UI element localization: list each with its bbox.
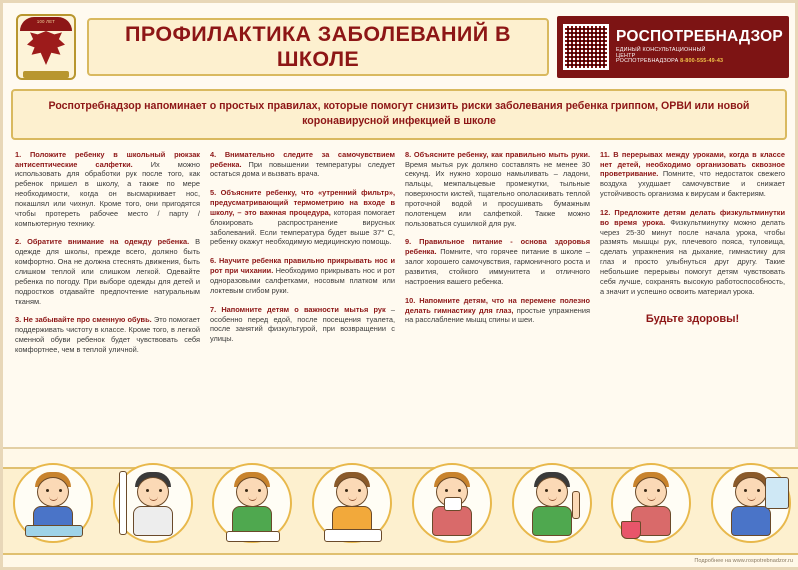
eye-right: [59, 489, 62, 492]
eye-left: [46, 489, 49, 492]
advice-text: Физкультминутку можно делать через 25-30 минут после начала урока, чтобы размять мышцы рук, плечевого пояса, туловища, сделать упражнения на дыхание, гимнастику для глаз и просто улыбнуться друг другу. Такие небольшие перерывы помогут детям чувствовать себя лучше, сохранять высокую работоспособность, а значит и успешно освоить материал урока.: [600, 217, 785, 296]
eye-left: [545, 489, 548, 492]
kid-eating-meal: [603, 461, 699, 561]
advice-lead: Не забывайте про сменную обувь.: [23, 315, 152, 325]
emblem-arc-text: 100 ЛЕТ: [20, 17, 72, 31]
page-title: ПРОФИЛАКТИКА ЗАБОЛЕВАНИЙ В ШКОЛЕ: [125, 22, 511, 71]
advice-columns: [3, 140, 795, 452]
kid-sneezing-tissue: [404, 461, 500, 561]
illustration-kids: [3, 455, 798, 561]
book-icon: [324, 529, 382, 542]
hotline-phone[interactable]: 8-800-555-49-43: [680, 58, 724, 65]
advice-number: 1.: [15, 149, 22, 159]
qr-code-icon[interactable]: [563, 24, 609, 70]
advice-text: которая помогает блокировать распространение вирусных заболеваний. Если температура будет выше 37° С, ребенку окажут необходимую медицинскую помощь.: [210, 207, 395, 247]
brand-name: РОСПОТРЕБНАДЗОР: [616, 27, 783, 45]
cup-icon: [621, 521, 641, 539]
brand-block: [557, 16, 789, 78]
advice-text: Это помогает поддерживать чистоту в классе. Кроме того, в легкой сменной обуви ребенок будет чувствовать себя комфортнее, чем в теплой уличной.: [15, 315, 200, 354]
eye-right: [458, 489, 461, 492]
advice-column-2: [210, 150, 395, 452]
brand-line3: [616, 59, 783, 65]
advice-number: 2.: [15, 237, 22, 247]
advice-item: [405, 296, 590, 326]
advice-item: [15, 315, 200, 354]
kid-reading-book: [304, 461, 400, 561]
rospotrebnadzor-emblem-icon: [13, 11, 79, 83]
brand-line3-text: РОСПОТРЕБНАДЗОРА: [616, 58, 679, 65]
footer-note: Подробнее на www.rospotrebnadzor.ru: [694, 558, 793, 564]
advice-number: 3.: [15, 315, 22, 325]
page-title-box: [87, 18, 549, 76]
poster-header: [3, 3, 795, 87]
advice-text: Необходимо прикрывать нос и рот одноразовыми салфетками, носовым платком или локтевым сгибом руки.: [210, 266, 395, 295]
kid-washing-hands: [5, 461, 101, 561]
kid-thermometer: [105, 461, 201, 561]
head-shape: [336, 477, 368, 507]
brand-line1: ЕДИНЫЙ КОНСУЛЬТАЦИОННЫЙ: [616, 47, 706, 54]
advice-lead: Внимательно следите за самочувствием ребенка.: [210, 149, 396, 169]
advice-item: [210, 305, 395, 344]
advice-lead: Правильное питание - основа здоровья ребенка.: [405, 237, 591, 257]
closing-slogan: Будьте здоровы!: [645, 312, 740, 325]
advice-number: 9.: [405, 237, 412, 247]
advice-item: [600, 208, 785, 297]
advice-column-3: [405, 150, 590, 452]
advice-number: 8.: [405, 149, 412, 159]
advice-item: [210, 188, 395, 247]
head-shape: [735, 477, 767, 507]
advice-column-4: [600, 150, 785, 452]
advice-number: 10.: [405, 295, 416, 305]
advice-item: [210, 150, 395, 180]
tissue-icon: [444, 497, 462, 511]
advice-text: Помните, что недостаток свежего воздуха ухудшает самочувствие и снижает устойчивость организма к вирусам и бактериям.: [600, 169, 785, 199]
arm-raised-icon: [572, 491, 580, 519]
advice-number: 4.: [210, 149, 217, 159]
notebook-icon: [226, 531, 280, 542]
advice-item: [15, 150, 200, 229]
kid-writing-desk: [204, 461, 300, 561]
advice-item: [210, 256, 395, 295]
advice-number: 7.: [210, 304, 217, 314]
advice-lead: Предложите детям делать физкультминутки во время урока.: [600, 207, 785, 227]
advice-text: Помните, что горячее питание в школе – залог хорошего самочувствия, гармоничного роста и развития, стойкого иммунитета и отличного настроения вашего ребенка.: [405, 247, 590, 286]
advice-text: При повышении температуры следует остаться дома и вызвать врача.: [210, 159, 395, 179]
advice-lead: Напомните детям, что на перемене полезно делать гимнастику для глаз,: [405, 295, 590, 315]
brand-text: [616, 29, 783, 65]
window-icon: [765, 477, 789, 509]
body-shape: [731, 506, 771, 536]
advice-lead: Объясните ребенку, как правильно мыть руки.: [413, 149, 591, 159]
advice-number: 5.: [210, 188, 217, 198]
emblem-base: [23, 71, 69, 78]
advice-number: 12.: [600, 207, 611, 217]
advice-item: [405, 237, 590, 286]
advice-lead: Объясните ребенку, что «утренний фильтр», предусматривающий термометрию на входе в школу, – это важная процедура,: [210, 188, 395, 217]
body-shape: [133, 506, 173, 536]
eye-left: [445, 489, 448, 492]
advice-number: 11.: [600, 149, 610, 159]
advice-lead: Научите ребенка правильно прикрывать нос и рот при чихании.: [210, 256, 395, 276]
illustration-strip: [3, 447, 798, 567]
thermometer-icon: [119, 471, 127, 535]
advice-column-1: [15, 150, 200, 452]
eye-right: [558, 489, 561, 492]
eye-right: [159, 489, 162, 492]
advice-lead: В перерывах между уроками, когда в классе нет детей, необходимо организовать сквозное проветривание.: [600, 149, 785, 179]
advice-lead: Положите ребенку в школьный рюкзак антисептические салфетки.: [15, 149, 200, 169]
kid-exercising: [504, 461, 600, 561]
poster-subtitle: Роспотребнадзор напоминает о простых правилах, которые помогут снизить риски заболевания ребенка гриппом, ОРВИ или новой коронавирусной инфекцией в школе: [11, 89, 787, 140]
sink-icon: [25, 525, 83, 537]
head-shape: [137, 477, 169, 507]
brand-line2: ЦЕНТР: [616, 52, 636, 59]
advice-item: [15, 237, 200, 306]
advice-text: Время мытья рук должно составлять не менее 30 секунд. Их нужно хорошо намыливать – ладони, пальцы, межпальцевые промежутки, тыльные поверхности кистей, тщательно ополаскивать теплой проточной водой и просушивать бумажным полотенцем или салфеткой. Также можно пользоваться сушилкой для рук.: [405, 159, 590, 228]
body-shape: [532, 506, 572, 536]
advice-text: В одежде для школы, прежде всего, должно быть комфортно. Она не должна стеснять движения, быть слишком теплой или слишком легкой. Одевайте ребенка по погоду. При выборе одежды для детей и подростков отдавайте предпочтение натуральным тканям.: [15, 237, 200, 306]
advice-text: простые упражнения на расслабление мышц спины и шеи.: [405, 305, 590, 325]
eye-left: [146, 489, 149, 492]
advice-lead: Обратите внимание на одежду ребенка.: [27, 237, 190, 247]
advice-text: – особенно перед едой, после посещения туалета, после занятий физкультурой, при возвращении с улицы.: [210, 304, 395, 344]
advice-item: [405, 150, 590, 229]
advice-text: Их можно использовать для обработки рук после того, как ребенок пришел в школу, а также по мере необходимости, когда он высмаркивает нос, покашлял или чихнул. Кроме того, они пригодятся чтобы протереть рабочее место / парту / компьютерную технику.: [15, 159, 200, 228]
head-shape: [536, 477, 568, 507]
head-shape: [37, 477, 69, 507]
advice-lead: Напомните детям о важности мытья рук: [221, 304, 386, 314]
advice-number: 6.: [210, 256, 217, 266]
kid-open-window: [703, 461, 798, 561]
advice-item: [600, 150, 785, 199]
